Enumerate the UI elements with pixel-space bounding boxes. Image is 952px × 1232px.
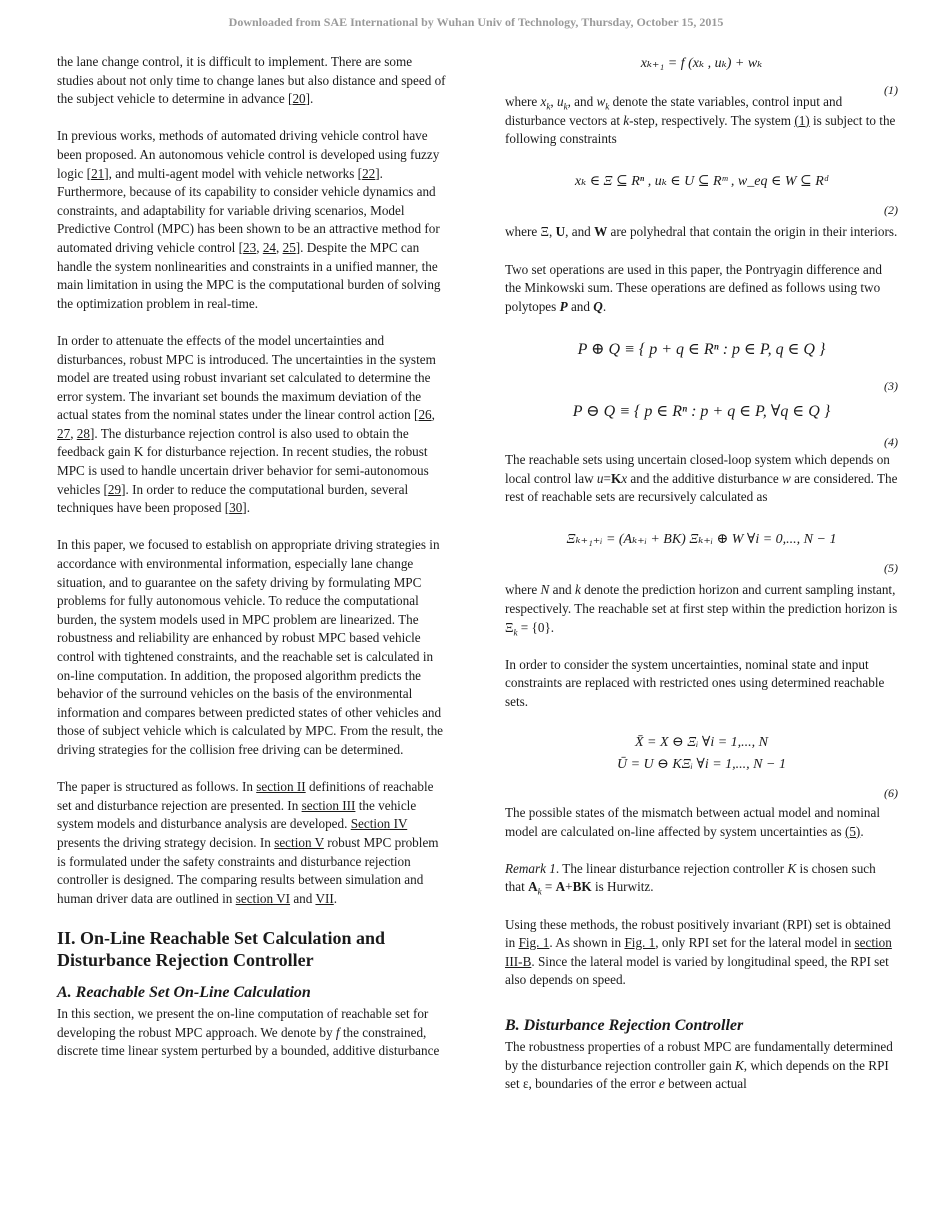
paragraph: The robustness properties of a robust MPC are fundamentally determined by the disturbance rejection controller gain K, which depends on the RPI set ε, boundaries of the error e between actual <box>505 1039 893 1092</box>
section-heading: II. On-Line Reachable Set Calculation and Disturbance Rejection Controller <box>57 927 386 970</box>
equation-4: P ⊖ Q ≡ { p ∈ Rⁿ : p + q ∈ P, ∀q ∈ Q } (4) <box>505 399 898 451</box>
paragraph: Two set operations are used in this paper, the Pontryagin difference and the Minkowski sum. These operations are defined as follows using two polytopes P and Q. <box>505 261 882 314</box>
citation-link[interactable]: 24 <box>262 239 276 255</box>
equation-3: P ⊕ Q ≡ { p + q ∈ Rⁿ : p ∈ P, q ∈ Q } (3) <box>505 335 898 399</box>
section-link[interactable]: section V <box>274 834 324 850</box>
left-column <box>57 53 450 1079</box>
section-link[interactable]: section II <box>256 779 306 795</box>
equation-number: (5) <box>884 561 898 576</box>
right-column <box>505 53 898 1112</box>
paragraph: where $x_k$, $u_k$, and $w_k$ denote the state variables, control input and disturbance vectors at k-step, respectively. The system (1) is subject to the following constraints <box>505 94 896 147</box>
figure-link[interactable]: Fig. 1 <box>518 935 550 951</box>
paragraph: the lane change control, it is difficult to implement. There are some studies about not only time to change lanes but also distance and speed of the subject vehicle to determine in advance [20]. <box>57 54 446 107</box>
paragraph: In this paper, we focused to establish on appropriate driving strategies in accordance with environmental information, especially lane change situation, and to guarantee on the safety driving by formulating MPC problems for fully autonomous vehicle. To reduce the computational burden, the system models used in MPC problem are linearized. The robustness and reliability are enhanced by robust MPC based vehicle control with tightened constraints, and the reachable set is calculated in on-line computation. In addition, the proposed algorithm predicts the behavior of the surround vehicles on the basis of the environmental information and compares between predicted states of other vehicles and those of subject vehicle which is calculated by MPC. From the result, the driving strategies for the collision free driving can be determined. <box>57 537 444 757</box>
section-link[interactable]: Section IV <box>350 816 408 832</box>
paragraph: In order to attenuate the effects of the model uncertainties and disturbances, robust MPC is introduced. The uncertainties in the system model are treated using robust invariant set calculated to determine the error system. The invariant set bounds the maximum deviation of the actual states from the nominal states under the linear control action [26, 27, 28]. The disturbance rejection control is also used to obtain the feedback gain K for disturbance rejection. In recent studies, the robust MPC is used to handle uncertain driver behavior for semi-autonomous vehicles [29]. In order to reduce the computational burden, several techniques have been proposed [30]. <box>57 332 436 516</box>
equation-number: (4) <box>884 434 898 449</box>
section-link[interactable]: section VI <box>235 890 291 906</box>
citation-link[interactable]: 26 <box>418 407 432 423</box>
subsection-heading: B. Disturbance Rejection Controller <box>505 1017 744 1034</box>
equation-2: xₖ ∈ Ξ ⊆ Rⁿ , uₖ ∈ U ⊆ Rᵐ , w_eq ∈ W ⊆ Rᵈ (2) <box>505 167 898 223</box>
equation-number: (3) <box>884 378 898 393</box>
citation-link[interactable]: 25 <box>282 239 296 255</box>
citation-link[interactable]: 23 <box>243 239 257 255</box>
paragraph: where N and k denote the prediction horizon and current sampling instant, respectively. The reachable set at first step within the prediction horizon is $\Xi_k = \{0\}$. <box>505 582 898 638</box>
paragraph: The reachable sets using uncertain closed-loop system which depends on local control law u=Kx and the additive disturbance w are considered. The rest of reachable sets are recursively calculated as <box>505 451 898 505</box>
remark: Remark 1. The linear disturbance rejection controller K is chosen such that $A_k = A+BK$ is Hurwitz. <box>505 860 876 898</box>
download-notice: Downloaded from SAE International by Wuhan Univ of Technology, Thursday, October 15, 2015 <box>228 15 724 29</box>
equation-number: (2) <box>884 203 898 218</box>
paragraph: The paper is structured as follows. In section II definitions of reachable set and disturbance rejection are presented. In section III the vehicle system models and disturbance analysis are developed. Section IV presents the driving strategy decision. In section V robust MPC problem is formulated under the safety constraints and disturbance rejection controller is designed. The comparing results between simulation and human driver data are outlined in section VI and VII. <box>57 779 439 906</box>
citation-link[interactable]: 30 <box>229 500 243 516</box>
equation-number: (6) <box>884 786 898 801</box>
equation-link[interactable]: (5) <box>844 823 861 839</box>
paragraph: In order to consider the system uncertainties, nominal state and input constraints are replaced with restricted ones using determined reachable sets. <box>505 656 885 709</box>
subsection-heading: A. Reachable Set On-Line Calculation <box>57 983 311 1001</box>
citation-link[interactable]: 27 <box>57 425 71 441</box>
paragraph: The possible states of the mismatch between actual model and nominal model are calculated on-line affected by system uncertainties as (5). <box>505 805 881 839</box>
equation-1: xₖ₊₁ = f (xₖ , uₖ) + wₖ (1) <box>505 53 898 93</box>
equation-link[interactable]: (1) <box>794 112 810 128</box>
paragraph: where Ξ, U, and W are polyhedral that contain the origin in their interiors. <box>505 224 898 240</box>
equation-5: Ξₖ₊₁₊ᵢ = (Aₖ₊ᵢ + BK) Ξₖ₊ᵢ ⊕ W ∀i = 0,..., N − 1 (5) <box>505 525 898 581</box>
paragraph: Using these methods, the robust positively invariant (RPI) set is obtained in Fig. 1. As shown in Fig. 1, only RPI set for the lateral model in section III-B. Since the lateral model is varied by longitudinal speed, the RPI set also depends on speed. <box>505 916 892 988</box>
section-link[interactable]: VII <box>315 890 334 906</box>
section-link[interactable]: section III-B <box>505 935 892 969</box>
section-link[interactable]: section III <box>301 797 356 813</box>
equation-6: X̄ = X ⊖ Ξᵢ ∀i = 1,..., N Ū = U ⊖ KΞᵢ ∀i = 1,..., N − 1 (6) <box>505 730 898 804</box>
citation-link[interactable]: 29 <box>107 481 122 497</box>
paragraph: In this section, we present the on-line computation of reachable set for developing the robust MPC approach. We denote by f the constrained, discrete time linear system perturbed by a bounded, additive disturbance <box>57 1005 440 1059</box>
figure-link[interactable]: Fig. 1 <box>624 935 656 951</box>
citation-link[interactable]: 21 <box>91 165 105 181</box>
citation-link[interactable]: 28 <box>76 425 90 441</box>
equation-number: (1) <box>884 83 898 97</box>
citation-link[interactable]: 22 <box>362 165 376 181</box>
paragraph: In previous works, methods of automated driving vehicle control have been proposed. An autonomous vehicle control is developed using fuzzy logic [21], and multi-agent model with vehicle networks [22]. Furthermore, because of its capability to consider vehicle dynamics and constraints, and adaptability for variable driving scenarios, Model Predictive Control (MPC) has been shown to be an attractive method for automated driving vehicle control [23, 24, 25]. Despite the MPC can handle the system nonlinearities and constraints in a unified manner, the main limitation in using the MPC is the computational burden of solving the optimization problem in real-time. <box>57 128 441 311</box>
citation-link[interactable]: 20 <box>292 91 306 107</box>
